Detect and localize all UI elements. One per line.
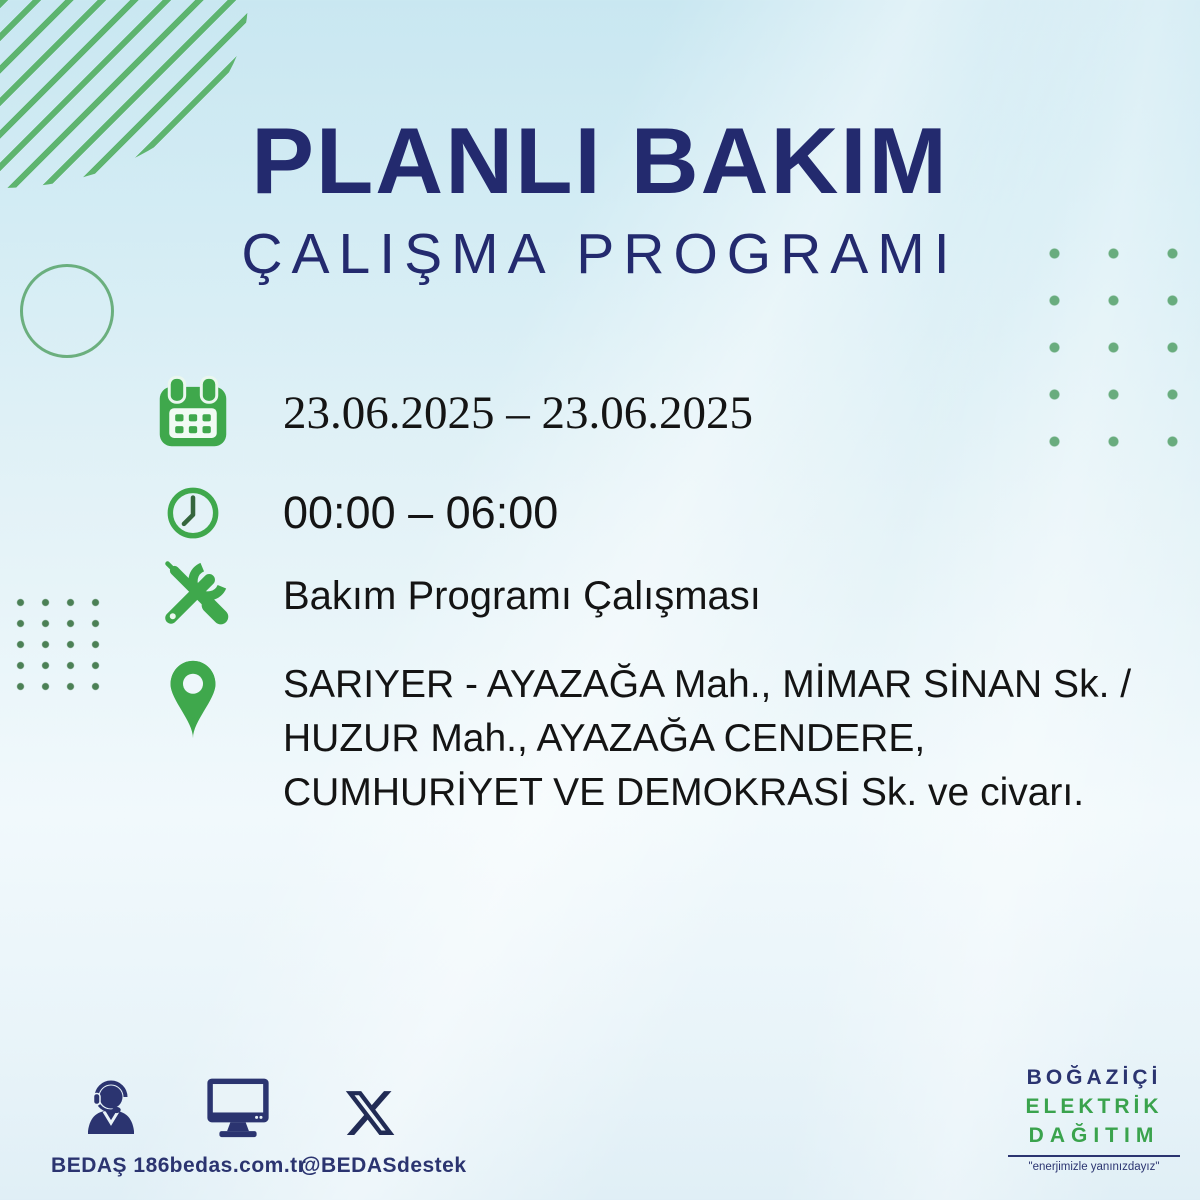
work-type-text: Bakım Programı Çalışması [283,573,761,618]
contact-website [168,1068,308,1178]
title-line-2: ÇALIŞMA PROGRAMI [241,221,959,286]
website-label: bedas.com.tr [169,1154,307,1177]
title-line-1: PLANLI BAKIM [251,108,949,213]
time-row [153,482,558,544]
social-label: @BEDASdestek [300,1154,467,1177]
location-pin-icon [153,658,233,742]
logo-line-1: BOĞAZİÇİ [1026,1066,1162,1089]
location-text: SARIYER - AYAZAĞA Mah., MİMAR SİNAN Sk. / HUZUR Mah., AYAZAĞA CENDERE, CUMHURİYET VE DEMOKRASİ Sk. ve civarı. [283,663,1132,814]
monitor-icon [168,1068,308,1140]
bedas-brand-logo [1002,1066,1186,1173]
date-row [153,370,753,456]
poster-title [0,108,1200,287]
logo-line-3: DAĞITIM [1028,1124,1160,1147]
contact-callcenter [38,1068,183,1178]
logo-tagline: "enerjimizle yanınızdayız" [1028,1161,1160,1173]
dot-grid-left-decoration [8,592,108,698]
time-range-text: 00:00 – 06:00 [283,487,559,538]
headset-agent-icon [38,1068,183,1140]
calendar-icon [153,375,233,451]
work-type-row [153,556,761,636]
logo-divider [1008,1155,1180,1157]
tools-icon [153,559,233,633]
clock-icon [153,484,233,542]
logo-line-2: ELEKTRİK [1025,1095,1163,1118]
date-range-text: 23.06.2025 – 23.06.2025 [283,387,753,439]
location-row [153,658,1178,820]
x-logo-icon [300,1068,440,1140]
contact-social [300,1068,467,1178]
callcenter-label: BEDAŞ 186 [51,1154,170,1177]
